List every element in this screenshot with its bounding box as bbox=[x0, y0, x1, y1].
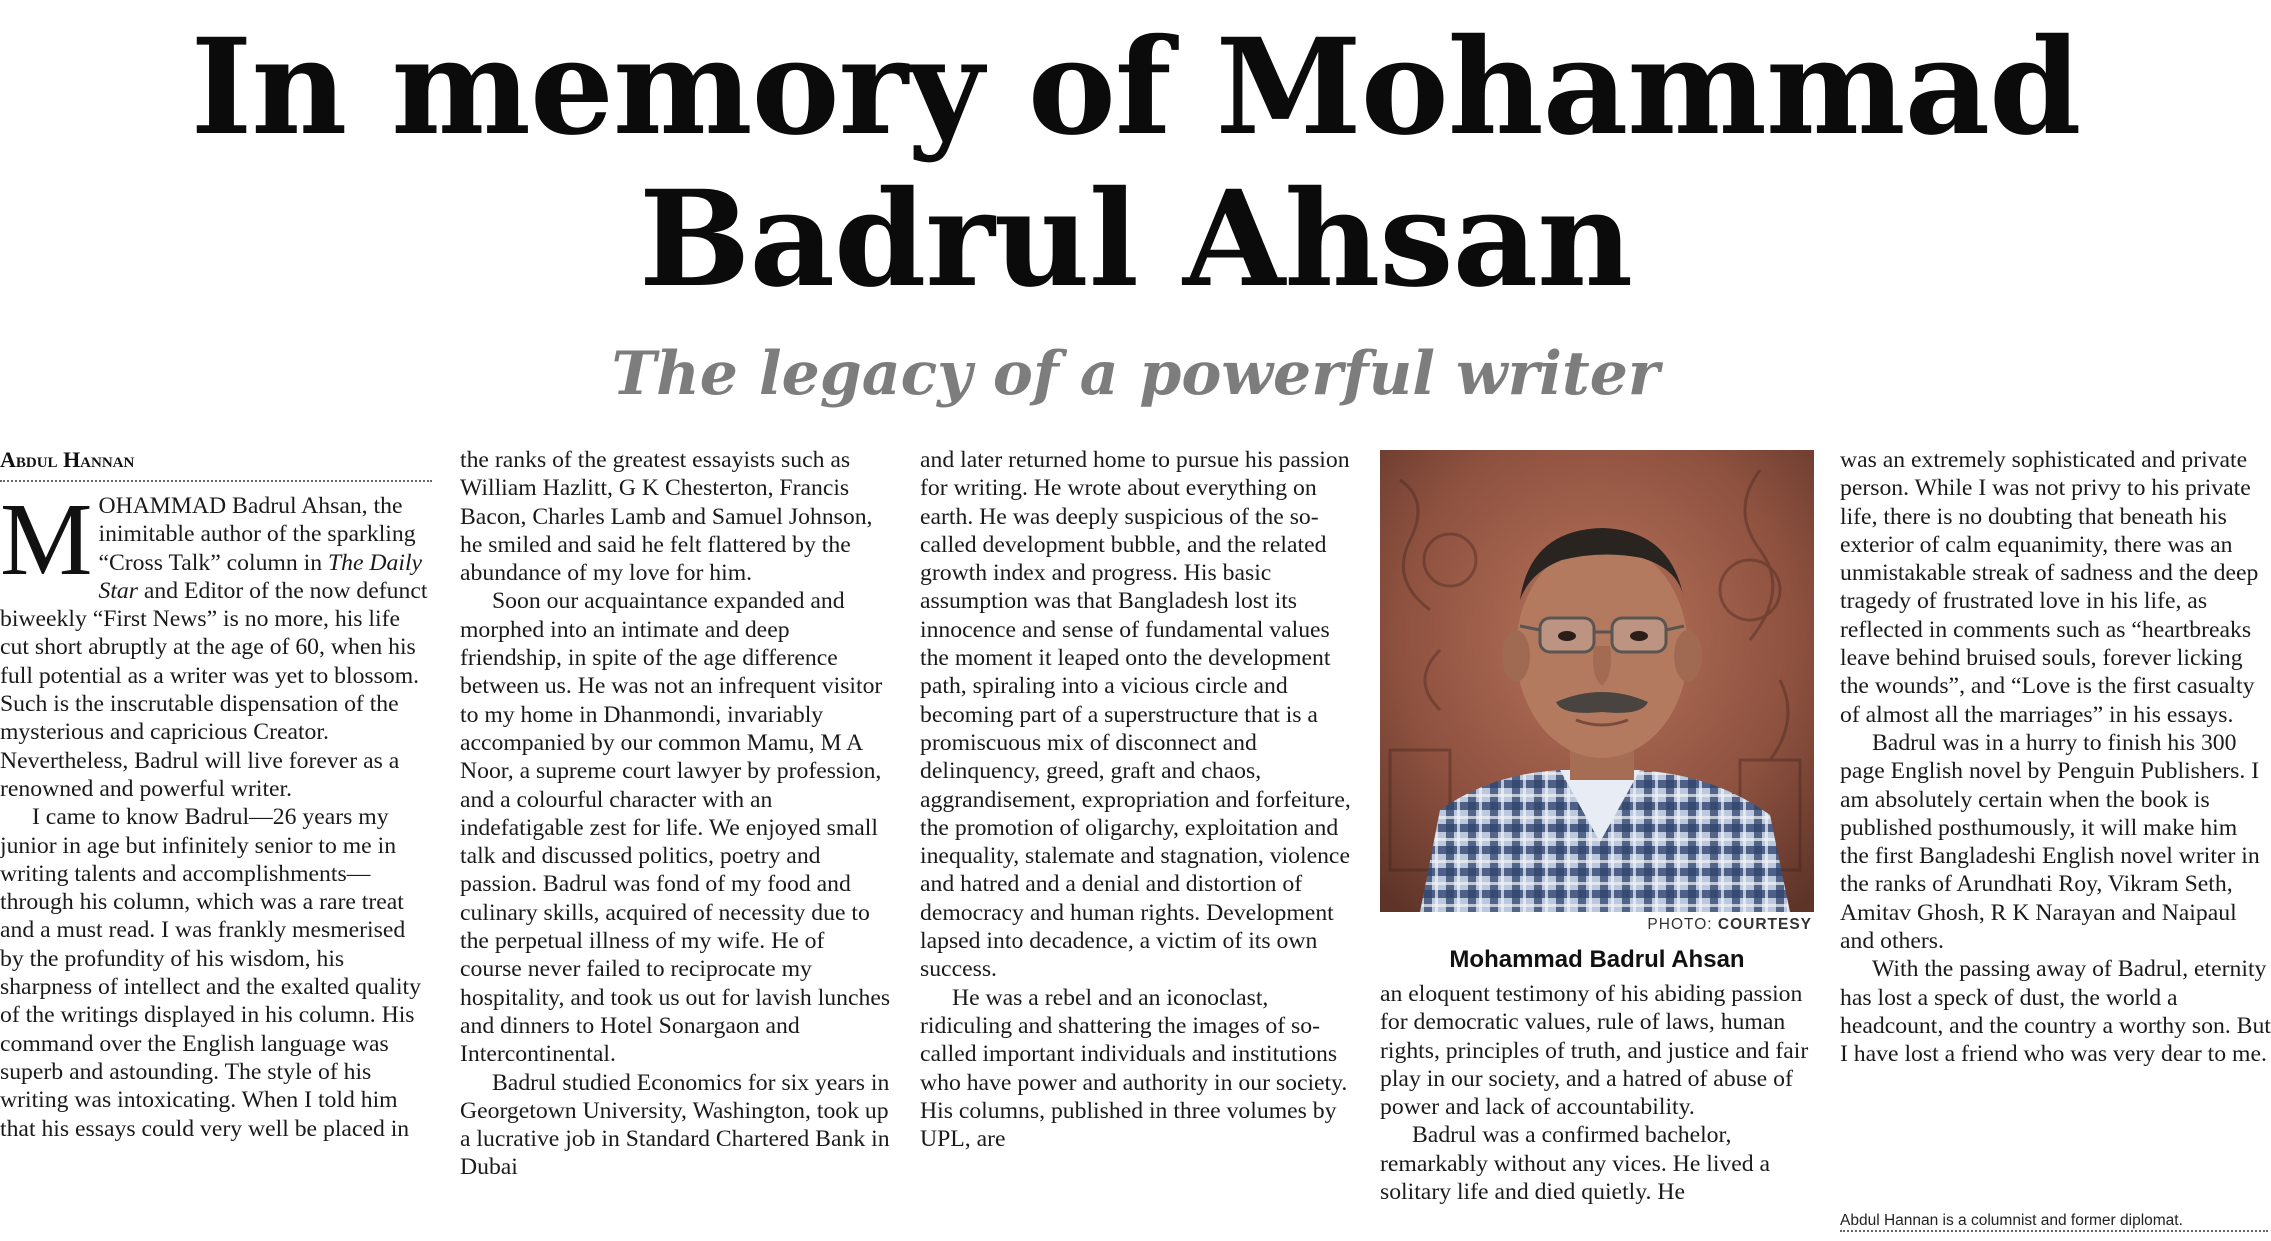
drop-cap: M bbox=[0, 482, 93, 597]
paragraph-11: Badrul was in a hurry to finish his 300 page English novel by Penguin Publishers. I am absolutely certain when the book is published posthumously, it will make him the first Bangladeshi English novel writer in the ranks of Arundhati Roy, Vikram Seth, Amitav Ghosh, R K Narayan and Naipaul and others. bbox=[1840, 729, 2260, 955]
byline: Abdul Hannan bbox=[0, 447, 135, 472]
publication-name: The Daily Star bbox=[98, 549, 423, 604]
headline-line-2: Badrul Ahsan bbox=[638, 162, 1633, 317]
paragraph-9: Badrul was a confirmed bachelor, remarkably without any vices. He lived a solitary life and died quietly. He bbox=[1380, 1122, 1771, 1206]
paragraph-3: the ranks of the greatest essayists such as William Hazlitt, G K Chesterton, Francis Bacon, Charles Lamb and Samuel Johnson, he smiled and said he felt flattered by the abundance of my love for him. bbox=[460, 447, 873, 587]
paragraph-2: I came to know Badrul—26 years my junior in age but infinitely senior to me in writing talents and accomplishments—through his column, which was a rare treat and a must read. I was frankly mesmerised by the profundity of his wisdom, his sharpness of intellect and the exalted quality of the writings displayed in his column. His command over the English language was superb and astounding. The style of his writing was intoxicating. When I told him that his essays could very well be placed in bbox=[0, 804, 421, 1142]
paragraph-10: was an extremely sophisticated and private person. While I was not privy to his private life, there is no doubting that beneath his exterior of calm equanimity, there was an unmistakable streak of sadness and the deep tragedy of frustrated love in his life, as reflected in comments such as “heartbreaks leave behind bruised souls, forever licking the wounds”, and “Love is the first casualty of almost all the marriages” in his essays. bbox=[1840, 447, 2259, 728]
headline bbox=[0, 12, 2271, 316]
paragraph-5: Badrul studied Economics for six years in Georgetown University, Washington, took up a lucrative job in Standard Chartered Bank in Dubai bbox=[460, 1069, 890, 1181]
paragraph-1: MOHAMMAD Badrul Ahsan, the inimitable author of the sparkling “Cross Talk” column in The Daily Star and Editor of the now defunct biweekly “First News” is no more, his life cut short abruptly at the age of 60, when his full potential as a writer was yet to blossom. Such is the inscrutable dispensation of the mysterious and capricious Creator. Nevertheless, Badrul will live forever as a renowned and powerful writer. bbox=[0, 482, 428, 802]
article-column-2 bbox=[460, 446, 892, 1241]
article-column-5 bbox=[1840, 446, 2271, 1241]
author-note: Abdul Hannan is a columnist and former diplomat. bbox=[1840, 1212, 2183, 1229]
paragraph-12: With the passing away of Badrul, eternity has lost a speck of dust, the world a headcount, and the country a worthy son. But I have lost a friend who was very dear to me. bbox=[1840, 956, 2271, 1068]
paragraph-8: an eloquent testimony of his abiding passion for democratic values, rule of laws, human rights, principles of truth, and justice and fair play in our society, and a hatred of abuse of power and lack of accountability. bbox=[1380, 981, 1809, 1121]
article-column-1 bbox=[0, 446, 432, 1241]
end-divider bbox=[1840, 1230, 2268, 1232]
headline-line-1: In memory of Mohammad bbox=[190, 10, 2081, 165]
paragraph-4: Soon our acquaintance expanded and morphed into an intimate and deep friendship, in spite of the age difference between us. He was not an infrequent visitor to my home in Dhanmondi, invariably accompanied by our common Mamu, M A Noor, a supreme court lawyer by profession, and a colourful character with an indefatigable zest for life. We enjoyed small talk and discussed politics, poetry and passion. Badrul was fond of my food and culinary skills, acquired of necessity due to the perpetual illness of my wife. He of course never failed to reciprocate my hospitality, and took us out for lavish lunches and dinners to Hotel Sonargaon and Intercontinental. bbox=[460, 588, 891, 1068]
photo-credit: PHOTO: COURTESY bbox=[1647, 916, 1812, 933]
portrait-illustration bbox=[1380, 450, 1814, 912]
photo-caption: Mohammad Badrul Ahsan bbox=[1449, 946, 1745, 973]
article-column-3 bbox=[920, 446, 1352, 1241]
article-column-4 bbox=[1380, 980, 1814, 1241]
portrait-photo bbox=[1380, 450, 1814, 912]
paragraph-6: and later returned home to pursue his passion for writing. He wrote about everything on earth. He was deeply suspicious of the so-called development bubble, and the related growth index and progress. His basic assumption was that Bangladesh lost its innocence and sense of fundamental values the moment it leaped onto the development path, spiraling into a vicious circle and becoming part of a superstructure that is a promiscuous mix of disconnect and delinquency, greed, graft and chaos, aggrandisement, expropriation and forfeiture, the promotion of oligarchy, exploitation and inequality, stalemate and stagnation, violence and hatred and a denial and distortion of democracy and human rights. Development lapsed into decadence, a victim of its own success. bbox=[920, 447, 1351, 983]
subheadline: The legacy of a powerful writer bbox=[611, 339, 1660, 409]
paragraph-7: He was a rebel and an iconoclast, ridiculing and shattering the images of so-called important individuals and institutions who have power and authority in our society. His columns, published in three volumes by UPL, are bbox=[920, 984, 1348, 1153]
